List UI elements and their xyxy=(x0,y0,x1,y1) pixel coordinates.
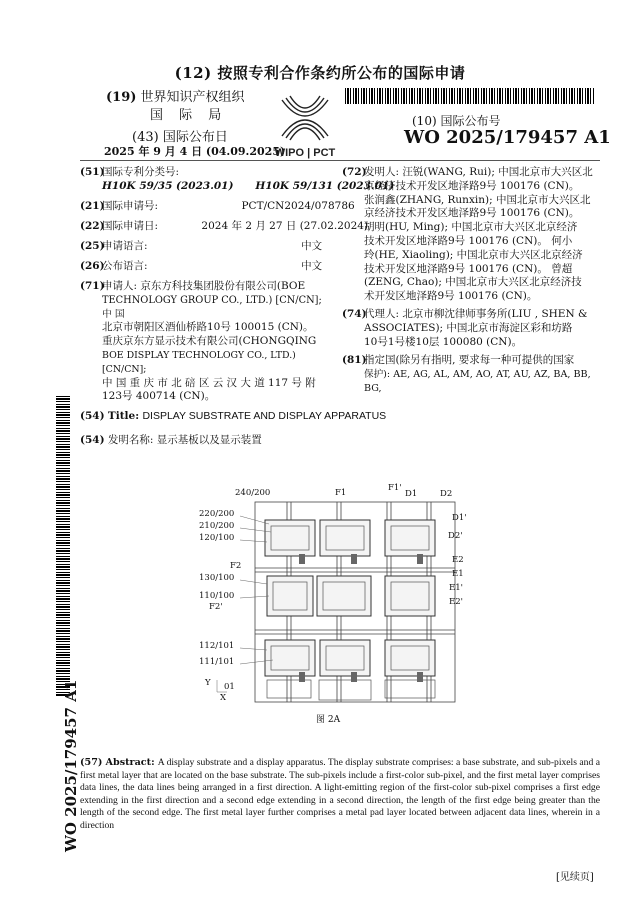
barcode-top xyxy=(345,88,595,104)
org-bureau: 国 际 局 xyxy=(150,108,228,123)
side-pub-number: WO 2025/179457 A1 xyxy=(62,679,80,852)
wipo-logo xyxy=(270,92,340,160)
fig-label-D1: D1 xyxy=(405,489,418,499)
fig-label-120-100: 120/100 xyxy=(199,533,235,543)
fig-label-E1p: E1' xyxy=(449,583,463,593)
fig-label-F2: F2 xyxy=(230,561,242,571)
fig-label-X: X xyxy=(220,693,227,703)
fig-label-210-200: 210/200 xyxy=(199,521,235,531)
pub-number: WO 2025/179457 A1 xyxy=(404,127,611,148)
fig-label-220-200: 220/200 xyxy=(199,509,235,519)
fig-label-D2: D2 xyxy=(440,489,453,499)
pub-date: 2025 年 9 月 4 日 (04.09.2025) xyxy=(104,145,286,158)
field-51-value: H10K 59/35 (2023.01) H10K 59/131 (2023.01) xyxy=(102,179,395,192)
abstract-text: A display substrate and a display apparatus. The display substrate comprises: a base substrate, and sub-pixels and a first metal layer that are located on the base substrate. The sub-pixels include a first-color sub-pixel, and the first metal layer comprises data lines, the data lines being arranged in a first direction. A light-emitting region of the first-color sub-pixel comprises a first edge extending in the first direction and a second edge extending in a second direction, the length of the first edge being greater than the length of the second edge. The first metal layer further comprises a metal pad layer located between adjacent data lines, wherein in a direction xyxy=(80,757,600,831)
patent-figure xyxy=(195,480,495,720)
fig-label-Y: Y xyxy=(205,678,211,688)
barcode-left xyxy=(56,396,70,696)
fig-label-110-100: 110/100 xyxy=(199,591,235,601)
header-divider xyxy=(80,160,600,161)
pub-number-label: (10) 国际公布号 xyxy=(412,114,501,128)
fig-label-E2p: E2' xyxy=(449,597,463,607)
title-chinese: (54) 发明名称: 显示基板以及显示装置 xyxy=(80,434,262,446)
fig-label-240-200: 240/200 xyxy=(235,488,271,498)
continued-marker: [见续页] xyxy=(556,872,594,883)
fig-label-F1p: F1' xyxy=(388,483,402,493)
figure-caption: 图 2A xyxy=(316,715,341,725)
fig-label-E2: E2 xyxy=(452,555,464,565)
document-title: (12) 按照专利合作条约所公布的国际申请 xyxy=(174,64,466,82)
fig-label-F1: F1 xyxy=(335,488,347,498)
fig-label-D1p: D1' xyxy=(452,513,467,523)
title-english: (54) Title: DISPLAY SUBSTRATE AND DISPLAY APPARATUS xyxy=(80,410,387,422)
fig-label-E1: E1 xyxy=(452,569,464,579)
abstract: (57) Abstract: A display substrate and a display apparatus. The display substrate comprises: a base substrate, and sub-pixels and a first metal layer that are located on the base substrate. The sub-pixels include a first-color sub-pixel, and the first metal layer comprises data lines, the data lines being arranged in a first direction. A light-emitting region of the first-color sub-pixel comprises a first edge extending in the first direction and a second edge extending in a second direction, the length of the first edge being greater than the length of the second edge. The first metal layer further comprises a metal pad layer located between adjacent data lines, wherein in a direction xyxy=(80,757,600,831)
org-name: (19) 世界知识产权组织 xyxy=(106,90,245,105)
pub-date-label: (43) 国际公布日 xyxy=(132,130,228,145)
logo-text: WIPO | PCT xyxy=(274,147,336,159)
field-51-label: 国际专利分类号: xyxy=(102,166,180,178)
fig-label-01: 01 xyxy=(224,682,235,692)
fig-label-D2p: D2' xyxy=(448,531,463,541)
fig-label-130-100: 130/100 xyxy=(199,573,235,583)
fig-label-F2p: F2' xyxy=(209,602,223,612)
fig-label-111-101: 111/101 xyxy=(199,657,235,667)
fig-label-112-101: 112/101 xyxy=(199,641,235,651)
